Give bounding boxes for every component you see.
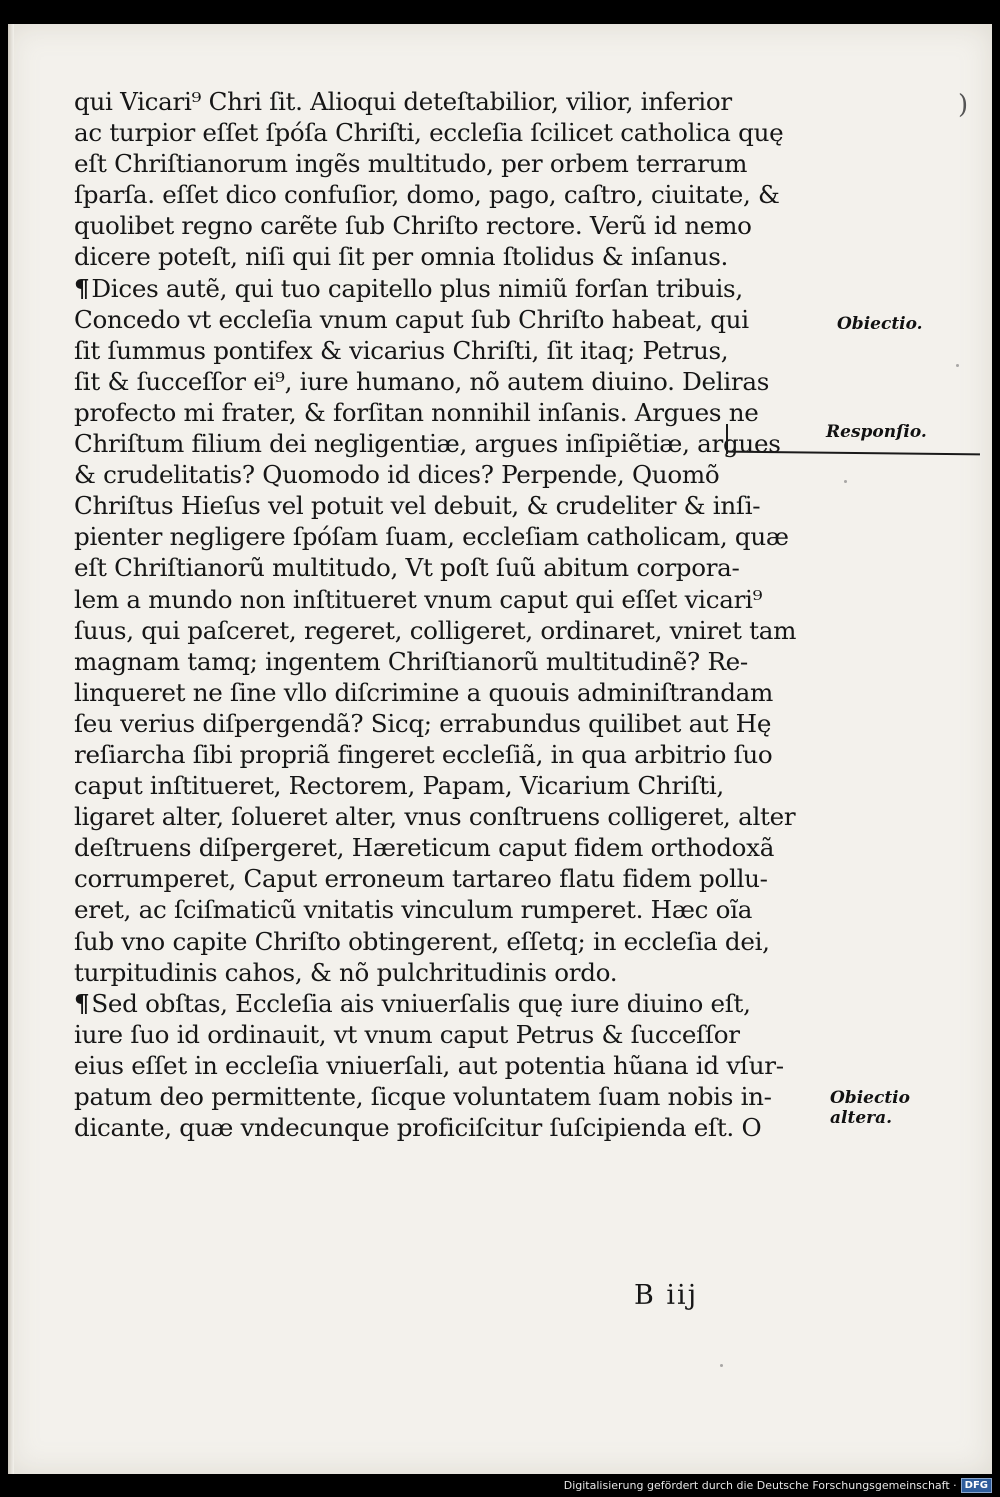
text-line: patum deo permittente, ſicque voluntatem ſuam nobis in- bbox=[74, 1082, 772, 1111]
text-line: ſub vno capite Chriſto obtingerent, eſſetq; in eccleſia dei, bbox=[74, 926, 770, 956]
text-line: eſt Chriſtianorũ multitudo, Vt poſt ſuũ abitum corpora- bbox=[74, 553, 740, 583]
book-page bbox=[8, 24, 992, 1474]
text-line: pienter negligere ſpóſam ſuam, eccleſiam catholicam, quæ bbox=[74, 522, 789, 552]
text-line-content: Sed obſtas, Eccleſia ais vniuerſalis quę iure diuino eſt, bbox=[91, 988, 751, 1018]
text-line: deſtruens diſpergeret, Hæreticum caput fidem orthodoxã bbox=[74, 833, 775, 863]
paper-speck bbox=[844, 480, 847, 483]
text-line: linqueret ne ſine vllo diſcrimine a quouis adminiſtrandam bbox=[74, 677, 774, 707]
margin-note-responsio: Responſio. bbox=[826, 422, 927, 442]
text-line-content: Dices autẽ, qui tuo capitello plus nimiũ forſan tribuis, bbox=[91, 273, 743, 303]
text-line: quolibet regno carẽte ſub Chriſto rectore. Verũ id nemo bbox=[74, 211, 752, 241]
text-line: eius eſſet in eccleſia vniuerſali, aut potentia hũana id vſur- bbox=[74, 1050, 784, 1080]
text-line: ſparſa. eſſet dico confuſior, domo, pago, caſtro, ciuitate, & bbox=[74, 180, 780, 210]
dfg-logo-icon: DFG bbox=[961, 1478, 992, 1493]
text-line: reſiarcha ſibi propriã fingeret eccleſiã, in qua arbitrio ſuo bbox=[74, 739, 773, 769]
text-line: magnam tamq; ingentem Chriſtianorũ multitudinẽ? Re- bbox=[74, 646, 748, 676]
text-line: eret, ac ſciſmaticũ vnitatis vinculum rumperet. Hæc oĩa bbox=[74, 895, 753, 925]
margin-note-line: altera. bbox=[830, 1108, 893, 1128]
page-edge bbox=[8, 24, 14, 1474]
text-line bbox=[74, 273, 854, 304]
text-line: ſuus, qui paſceret, regeret, colligeret, ordinaret, vniret tam bbox=[74, 615, 797, 645]
margin-note-line: Obiectio bbox=[830, 1088, 910, 1108]
text-line: qui Vicari⁹ Chri ſit. Alioqui deteſtabilior, vilior, inferior bbox=[74, 87, 732, 116]
paper-speck bbox=[956, 364, 959, 367]
text-line: & crudelitatis? Quomodo id dices? Perpende, Quomõ bbox=[74, 460, 720, 490]
text-line: ac turpior eſſet ſpóſa Chriſti, eccleſia ſcilicet catholica quę bbox=[74, 118, 784, 148]
margin-note-obiectio: Obiectio. bbox=[837, 314, 923, 334]
text-line: Concedo vt eccleſia vnum caput ſub Chriſto habeat, qui bbox=[74, 304, 749, 334]
text-line: ſit ſummus pontifex & vicarius Chriſti, ſit itaq; Petrus, bbox=[74, 335, 729, 365]
text-line: ſit & ſucceſſor ei⁹, iure humano, nõ autem diuino. Deliras bbox=[74, 366, 770, 396]
text-line: caput inſtitueret, Rectorem, Papam, Vicarium Chriſti, bbox=[74, 771, 724, 801]
paper-speck bbox=[720, 1364, 723, 1367]
text-line: eſt Chriſtianorum ingẽs multitudo, per orbem terrarum bbox=[74, 149, 748, 179]
text-line bbox=[74, 988, 854, 1019]
text-line: Chriſtum filium dei negligentiæ, argues inſipiẽtiæ, argues bbox=[74, 429, 781, 459]
pilcrow-icon: ¶ bbox=[74, 988, 90, 1018]
text-line: ligaret alter, ſolueret alter, vnus conſtruens colligeret, alter bbox=[74, 802, 796, 832]
text-line: dicere poteſt, niſi qui ſit per omnia ſtolidus & inſanus. bbox=[74, 242, 729, 272]
footer-credit bbox=[564, 1477, 992, 1493]
text-line: ſeu verius diſpergendã? Sicq; errabundus quilibet aut Hę bbox=[74, 708, 772, 738]
text-line: lem a mundo non inſtitueret vnum caput qui eſſet vicari⁹ bbox=[74, 584, 763, 614]
pilcrow-icon: ¶ bbox=[74, 273, 90, 303]
text-line: profecto mi frater, & forſitan nonnihil inſanis. Argues ne bbox=[74, 397, 759, 427]
bracket-mark bbox=[726, 424, 732, 454]
body-text bbox=[74, 86, 854, 1143]
text-line: turpitudinis cahos, & nõ pulchritudinis ordo. bbox=[74, 957, 618, 987]
text-line: corrumperet, Caput erroneum tartareo flatu fidem pollu- bbox=[74, 864, 768, 894]
text-line: Chriſtus Hieſus vel potuit vel debuit, & crudeliter & inſi- bbox=[74, 491, 761, 521]
text-line: iure ſuo id ordinauit, vt vnum caput Petrus & ſucceſſor bbox=[74, 1019, 740, 1049]
signature-mark: B iij bbox=[634, 1280, 699, 1311]
text-line: dicante, quæ vndecunque proficiſcitur ſuſcipienda eſt. O bbox=[74, 1113, 762, 1143]
corner-mark: ) bbox=[958, 90, 969, 120]
margin-note-obiectio-altera bbox=[830, 1088, 910, 1128]
footer-credit-text: Digitalisierung gefördert durch die Deutsche Forschungsgemeinschaft · bbox=[563, 1478, 957, 1492]
